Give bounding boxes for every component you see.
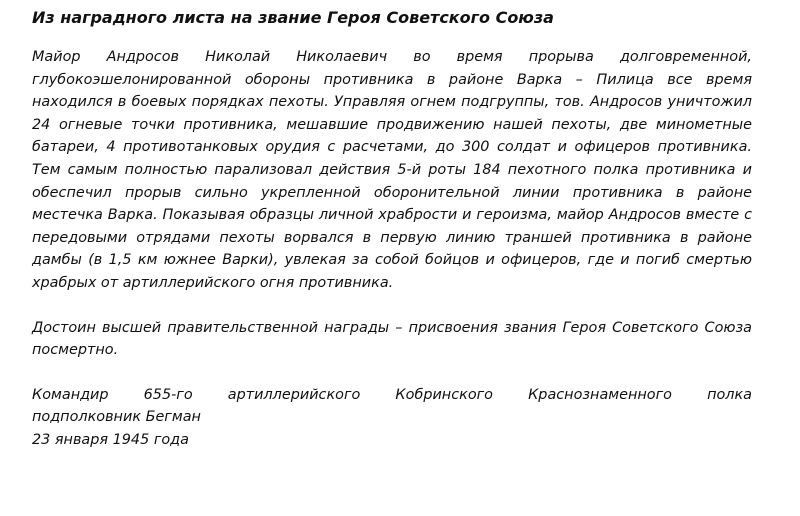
signature-block: [32, 384, 752, 452]
recommendation-paragraph: Достоин высшей правительственной награды – присвоения звания Героя Советского Союза посмертно.: [32, 319, 752, 359]
signature-commander-line: Командир 655-го артиллерийского Кобринского Краснознаменного полка: [32, 386, 752, 403]
document-title: Из наградного листа на звание Героя Советского Союза: [32, 8, 554, 27]
signature-name-line: подполковник Бегман: [32, 409, 201, 426]
document-body: [32, 8, 752, 452]
signature-date: 23 января 1945 года: [32, 431, 189, 448]
citation-paragraph: Майор Андросов Николай Николаевич во время прорыва долговременной, глубокоэшелонированной обороны противника в районе Варка – Пилица все время находился в боевых порядках пехоты. Управляя огнем подгруппы, тов. Андросов уничтожил 24 огневые точки противника, мешавшие продвижению нашей пехоты, две минометные батареи, 4 противотанковых орудия с расчетами, до 300 солдат и офицеров противника. Тем самым полностью парализовал действия 5-й роты 184 пехотного полка противника и обеспечил прорыв сильно укрепленной оборонительной линии противника в районе местечка Варка. Показывая образцы личной храбрости и героизма, майор Андросов вместе с передовыми отрядами пехоты ворвался в первую линию траншей противника в районе дамбы (в 1,5 км южнее Варки), увлекая за собой бойцов и офицеров, где и погиб смертью храбрых от артиллерийского огня противника.: [32, 49, 752, 291]
